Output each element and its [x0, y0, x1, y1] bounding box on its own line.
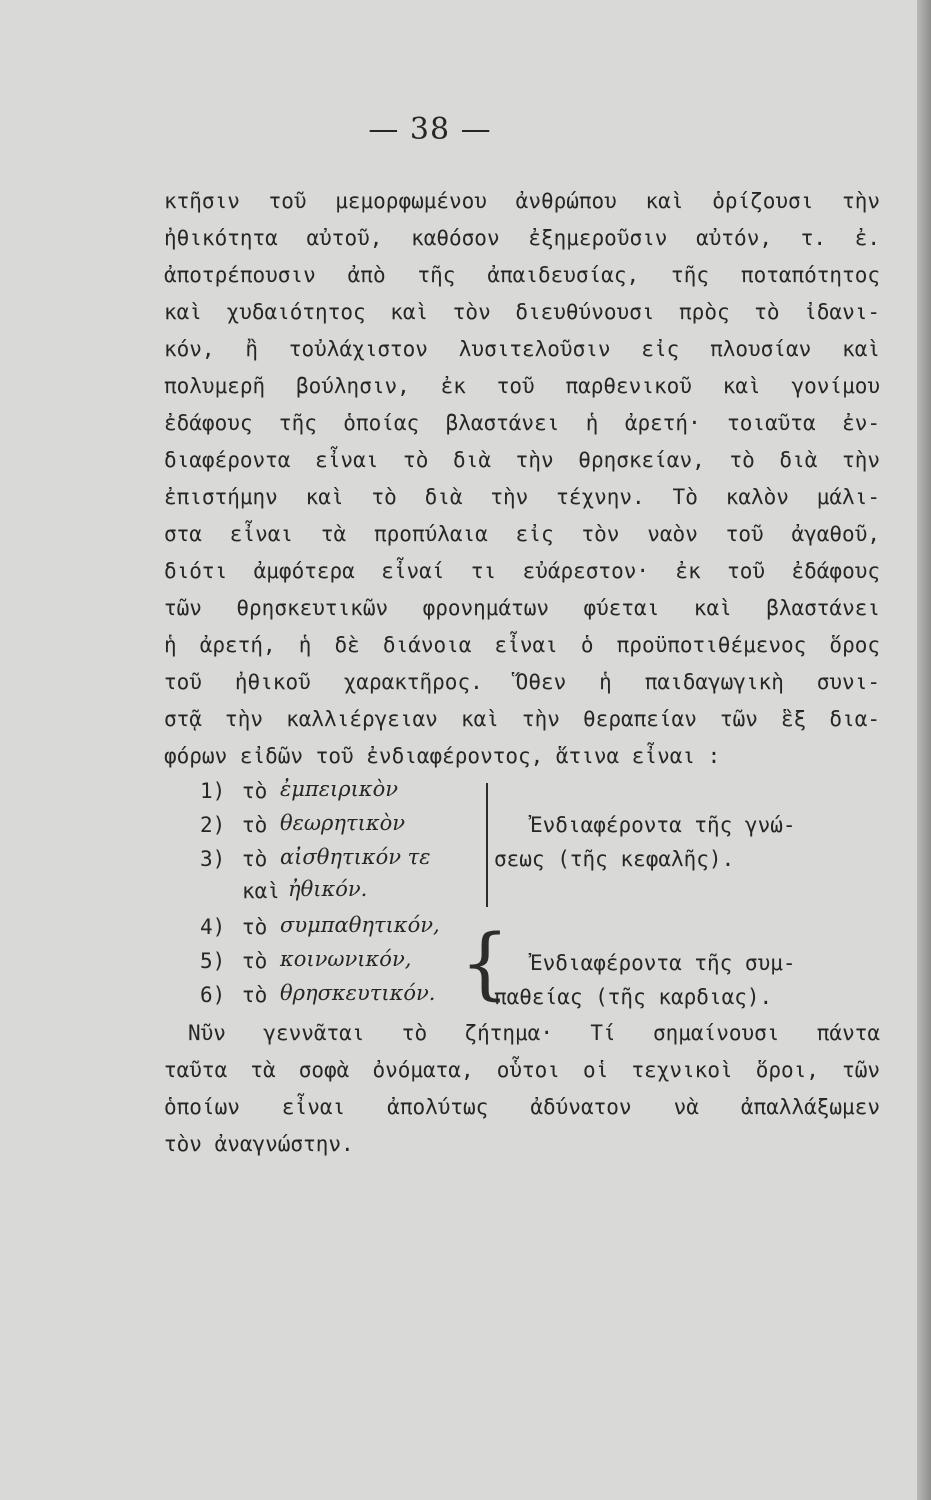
list-item-term: συμπαθητικόν, [280, 913, 440, 937]
list-item-term: θρησκευτικόν. [280, 981, 436, 1005]
text-line: πολυμερῆ βούλησιν, ἐκ τοῦ παρθενικοῦ καὶ γονίμου [164, 374, 880, 398]
text-line: καὶ χυδαιότητος καὶ τὸν διευθύνουσι πρὸς τὸ ἰδανι- [164, 300, 880, 324]
text-line: διαφέροντα εἶναι τὸ διὰ τὴν θρησκείαν, τὸ διὰ τὴν [164, 448, 880, 472]
list-item-article: τὸ [242, 813, 268, 837]
list-item-number: 5) [200, 949, 226, 973]
page-number: — 38 — [368, 112, 492, 147]
text-line: στᾷ τὴν καλλιέργειαν καὶ τὴν θεραπείαν τῶν ἓξ δια- [164, 707, 880, 731]
text-line: ἐδάφους τῆς ὁποίας βλαστάνει ἡ ἀρετή· τοιαῦτα ἐν- [164, 411, 880, 435]
text-line: κτῆσιν τοῦ μεμορφωμένου ἀνθρώπου καὶ ὁρίζουσι τὴν [164, 189, 880, 213]
book-gutter [917, 0, 931, 1500]
group-label: παθείας (τῆς καρδιας). [494, 985, 773, 1009]
text-line: Νῦν γεννᾶται τὸ ζήτημα· Τί σημαίνουσι πάντα [188, 1021, 880, 1045]
list-item-term: ἠθικόν. [288, 877, 368, 901]
text-line: τῶν θρησκευτικῶν φρονημάτων φύεται καὶ βλαστάνει [164, 596, 880, 620]
text-line: στα εἶναι τὰ προπύλαια εἰς τὸν ναὸν τοῦ ἀγαθοῦ, [164, 522, 880, 546]
text-line: τοῦ ἠθικοῦ χαρακτῆρος. Ὅθεν ἡ παιδαγωγικὴ συνι- [164, 670, 880, 694]
list-item-term: ἐμπειρικὸν [280, 777, 398, 801]
list-item-number: 2) [200, 813, 226, 837]
list-item-term: θεωρητικὸν [280, 811, 405, 835]
list-item-number: 3) [200, 847, 226, 871]
text-line: τὸν ἀναγνώστην. [164, 1132, 354, 1156]
group-brace: { [460, 919, 510, 1009]
text-line: διότι ἀμφότερα εἶναί τι εὐάρεστον· ἐκ τοῦ ἐδάφους [164, 559, 880, 583]
text-line: φόρων εἰδῶν τοῦ ἐνδιαφέροντος, ἅτινα εἶναι : [164, 744, 721, 768]
text-line: ὁποίων εἶναι ἀπολύτως ἀδύνατον νὰ ἀπαλλάξωμεν [164, 1095, 880, 1119]
text-line: ἡ ἀρετή, ἡ δὲ διάνοια εἶναι ὁ προϋποτιθέμενος ὅρος [164, 633, 880, 657]
list-item-term: αἰσθητικόν τε [280, 845, 431, 869]
list-item-number: 4) [200, 915, 226, 939]
list-item-article: τὸ [242, 915, 268, 939]
interests-list [164, 775, 880, 1015]
text-line: ἠθικότητα αὐτοῦ, καθόσον ἐξημεροῦσιν αὐτόν, τ. ἐ. [164, 226, 880, 250]
text-line: ταῦτα τὰ σοφὰ ὀνόματα, οὗτοι οἱ τεχνικοὶ ὅροι, τῶν [164, 1058, 880, 1082]
list-item-article: τὸ [242, 847, 268, 871]
page-body [164, 183, 880, 1163]
text-line: ἀποτρέπουσιν ἀπὸ τῆς ἀπαιδευσίας, τῆς ποταπότητος [164, 263, 880, 287]
list-item-article: τὸ [242, 949, 268, 973]
paragraph-1 [164, 183, 880, 775]
group-bracket [486, 783, 488, 907]
text-line: κόν, ἢ τοὐλάχιστον λυσιτελοῦσιν εἰς πλουσίαν καὶ [164, 337, 880, 361]
text-line: ἐπιστήμην καὶ τὸ διὰ τὴν τέχνην. Τὸ καλὸν μάλι- [164, 485, 880, 509]
list-item-article: τὸ [242, 983, 268, 1007]
list-item-term: κοινωνικόν, [280, 947, 412, 971]
group-label: σεως (τῆς κεφαλῆς). [494, 847, 735, 871]
list-item-article: καὶ [242, 879, 280, 903]
list-item-number: 6) [200, 983, 226, 1007]
list-item-number: 1) [200, 779, 226, 803]
list-item-article: τὸ [242, 779, 268, 803]
group-label: Ἐνδιαφέροντα τῆς συμ- [530, 951, 796, 975]
paragraph-2 [164, 1015, 880, 1163]
group-label: Ἐνδιαφέροντα τῆς γνώ- [530, 813, 796, 837]
